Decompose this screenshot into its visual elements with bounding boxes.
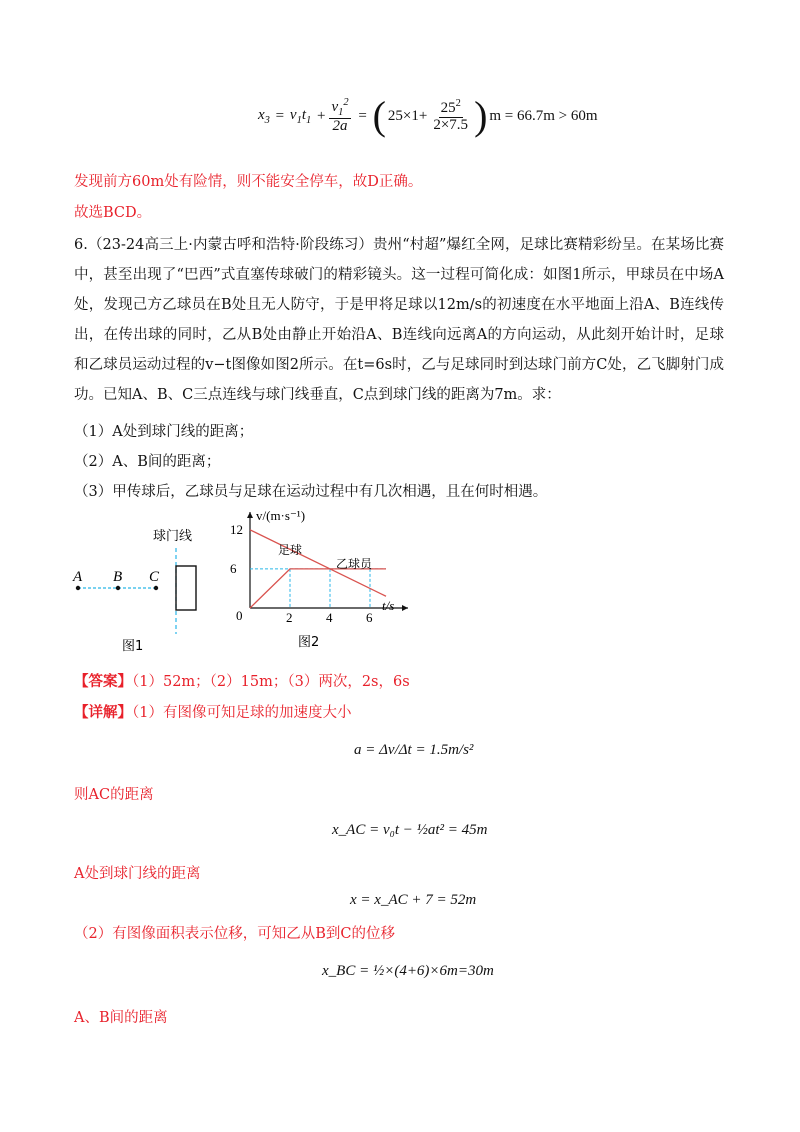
point-c bbox=[154, 586, 158, 590]
y-tick-label: 6 bbox=[230, 560, 237, 576]
a-to-goal-line: A处到球门线的距离 bbox=[74, 866, 201, 882]
red-choice-line: 故选BCD。 bbox=[74, 205, 152, 221]
x-tick-label: 4 bbox=[326, 610, 333, 625]
figure-1 bbox=[60, 518, 220, 658]
x-axis-label: t/s bbox=[382, 598, 395, 613]
problem-6-text bbox=[74, 230, 724, 410]
player-series-label: 乙球员 bbox=[336, 557, 373, 571]
point-a bbox=[76, 586, 80, 590]
figure-2-chart bbox=[228, 506, 418, 658]
ac-distance-line: 则AC的距离 bbox=[74, 787, 154, 803]
answer-line bbox=[74, 672, 410, 692]
figure-2-caption: 图2 bbox=[298, 635, 320, 650]
detail-tag: 【详解】 bbox=[74, 704, 132, 721]
equation-acceleration: a = Δv/Δt = 1.5m/s² bbox=[354, 742, 474, 758]
red-conclusion-line: 发现前方60m处有险情，则不能安全停车，故D正确。 bbox=[74, 174, 423, 190]
detail-text: （1）有图像可知足球的加速度大小 bbox=[132, 705, 352, 721]
equation-x: x = x_AC + 7 = 52m bbox=[350, 892, 477, 908]
question-2: （2）A、B间的距离； bbox=[74, 454, 221, 470]
equation-x3: $x_3$ = $v_1t_1$ + $\frac{v_1^2}{2a}$ = ( 25×1+ $\frac{25^2}{2\times 7.5}$ ) m = 66.7m > 60m bbox=[258, 93, 598, 138]
detail-line bbox=[74, 703, 351, 723]
problem-body: 贵州“村超”爆红全网，足球比赛精彩纷呈。在某场比赛中，甚至出现了“巴西”式直塞传球破门的精彩镜头。这一过程可简化成：如图1所示，甲球员在中场A处，发现己方乙球员在B处且无人防守，于是甲将足球以12m/s的初速度在水平地面上沿A、B连线传出，在传出球的同时，乙从B处由静止开始沿A、B连线向远离A的方向运动，从此刻开始计时，足球和乙球员运动过程的v−t图像如图2所示。在t=6s时，乙与足球同时到达球门前方C处，乙飞脚射门成功。已知A、B、C三点连线与球门线垂直，C点到球门线的距离为7m。求： bbox=[74, 237, 724, 403]
problem-source: （23-24高三上·内蒙古呼和浩特·阶段练习） bbox=[87, 237, 374, 253]
label-a: A bbox=[73, 569, 83, 585]
x-tick-label: 6 bbox=[366, 610, 373, 625]
x-axis-arrow bbox=[402, 605, 408, 611]
y-tick-label: 0 bbox=[236, 608, 243, 623]
equation-xbc: x_BC = ½×(4+6)×6m=30m bbox=[322, 963, 494, 979]
goal-box bbox=[176, 566, 196, 610]
ball-series-label: 足球 bbox=[278, 543, 303, 557]
y-tick-label: 12 bbox=[230, 521, 243, 537]
question-3: （3）甲传球后，乙球员与足球在运动过程中有几次相遇，且在何时相遇。 bbox=[74, 484, 548, 500]
y-axis-label: v/(m·s⁻¹) bbox=[256, 508, 306, 523]
equation-xac: x_AC = v₀t − ½at² = 45m bbox=[332, 822, 488, 838]
player-velocity-line bbox=[250, 569, 386, 608]
goal-line-label: 球门线 bbox=[153, 529, 193, 544]
ab-distance-line: A、B间的距离 bbox=[74, 1010, 168, 1026]
point-b bbox=[116, 586, 120, 590]
problem-number: 6. bbox=[74, 237, 88, 253]
question-1: （1）A处到球门线的距离； bbox=[74, 424, 254, 440]
label-c: C bbox=[149, 569, 160, 585]
figure-1-caption: 图1 bbox=[122, 639, 144, 654]
x-tick-label: 2 bbox=[286, 610, 293, 625]
label-b: B bbox=[113, 569, 123, 585]
y-axis-arrow bbox=[247, 512, 253, 518]
part-2-line: （2）有图像面积表示位移，可知乙从B到C的位移 bbox=[74, 926, 395, 942]
answer-tag: 【答案】 bbox=[74, 673, 132, 690]
answer-text: （1）52m；（2）15m；（3）两次，2s，6s bbox=[132, 674, 410, 690]
